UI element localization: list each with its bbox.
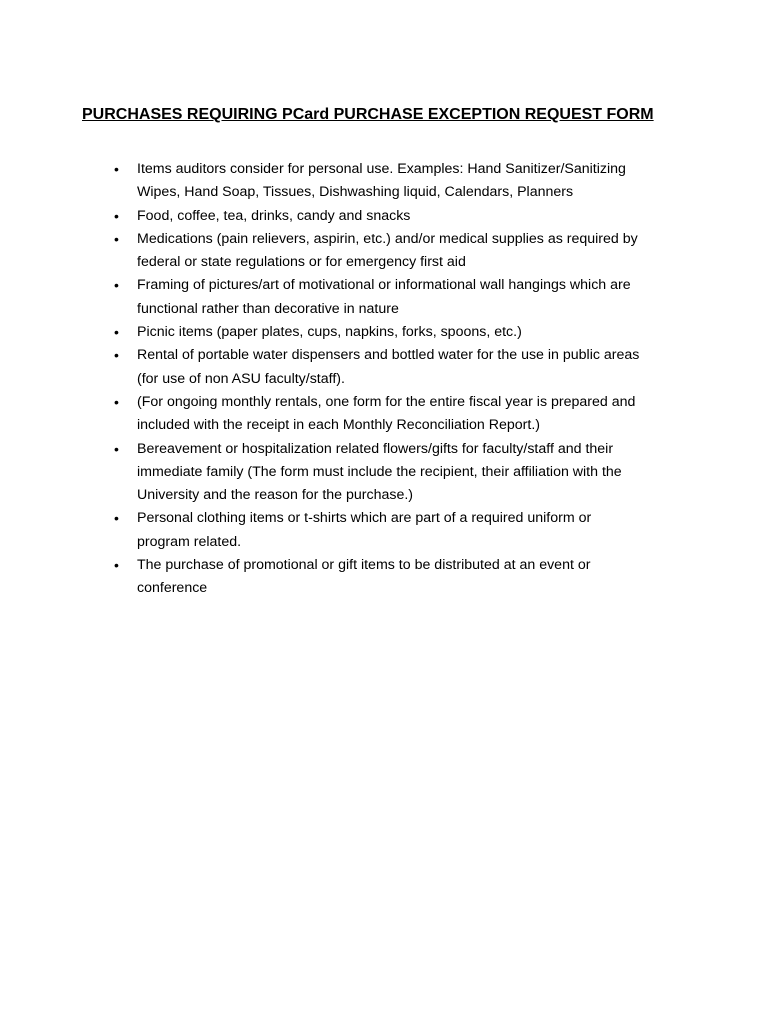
list-item-text-line: Bereavement or hospitalization related flowers/gifts for faculty/staff and their: [137, 440, 614, 457]
list-item-text-line: (For ongoing monthly rentals, one form for the entire fiscal year is prepared and: [137, 393, 636, 410]
bullet-icon: •: [114, 440, 119, 457]
bullet-icon: •: [114, 347, 119, 364]
list-item-text-line: The purchase of promotional or gift items to be distributed at an event or: [137, 557, 591, 574]
list-item-text-line: Medications (pain relievers, aspirin, etc.) and/or medical supplies as required by: [137, 230, 638, 247]
list-item: [0, 321, 677, 344]
list-item-text-line: (for use of non ASU faculty/staff).: [137, 370, 345, 387]
list-item: [0, 507, 677, 554]
list-item-text-line: Framing of pictures/art of motivational or informational wall hangings which are: [137, 277, 631, 294]
bullet-icon: •: [114, 161, 119, 177]
list-item-text-line: Picnic items (paper plates, cups, napkins, forks, spoons, etc.): [137, 324, 522, 341]
document-title: PURCHASES REQUIRING PCard PURCHASE EXCEPTION REQUEST FORM: [82, 106, 654, 123]
bullet-icon: •: [114, 207, 119, 224]
list-item: [0, 344, 677, 391]
list-item: [0, 228, 677, 275]
list-item-text-line: functional rather than decorative in nature: [137, 300, 399, 317]
list-item-text-line: conference: [137, 580, 208, 597]
list-item-text-line: Wipes, Hand Soap, Tissues, Dishwashing liquid, Calendars, Planners: [137, 184, 574, 201]
bullet-list: [0, 158, 770, 601]
list-item: [0, 391, 677, 438]
bullet-icon: •: [114, 557, 119, 574]
list-item: [0, 274, 677, 321]
bullet-icon: •: [114, 393, 119, 410]
list-item-text-line: immediate family (The form must include the recipient, their affiliation with the: [137, 463, 622, 480]
list-item-text-line: Items auditors consider for personal use. Examples: Hand Sanitizer/Sanitizing: [137, 161, 626, 177]
list-item-text-line: program related.: [137, 533, 242, 550]
list-item-text-line: Personal clothing items or t-shirts which are part of a required uniform or: [137, 510, 592, 527]
bullet-icon: •: [114, 324, 119, 341]
list-item: [0, 554, 677, 601]
list-item-text-line: University and the reason for the purchase.): [137, 487, 414, 504]
list-item: [0, 438, 677, 508]
list-item-text-line: Rental of portable water dispensers and bottled water for the use in public areas: [137, 347, 640, 364]
list-item-text-line: federal or state regulations or for emergency first aid: [137, 254, 466, 271]
list-item-text-line: Food, coffee, tea, drinks, candy and snacks: [137, 207, 411, 224]
bullet-icon: •: [114, 277, 119, 294]
list-item: [0, 158, 677, 205]
list-item-text-line: included with the receipt in each Monthly Reconciliation Report.): [137, 417, 540, 434]
list-item: [0, 205, 677, 228]
bullet-icon: •: [114, 510, 119, 527]
bullet-icon: •: [114, 230, 119, 247]
